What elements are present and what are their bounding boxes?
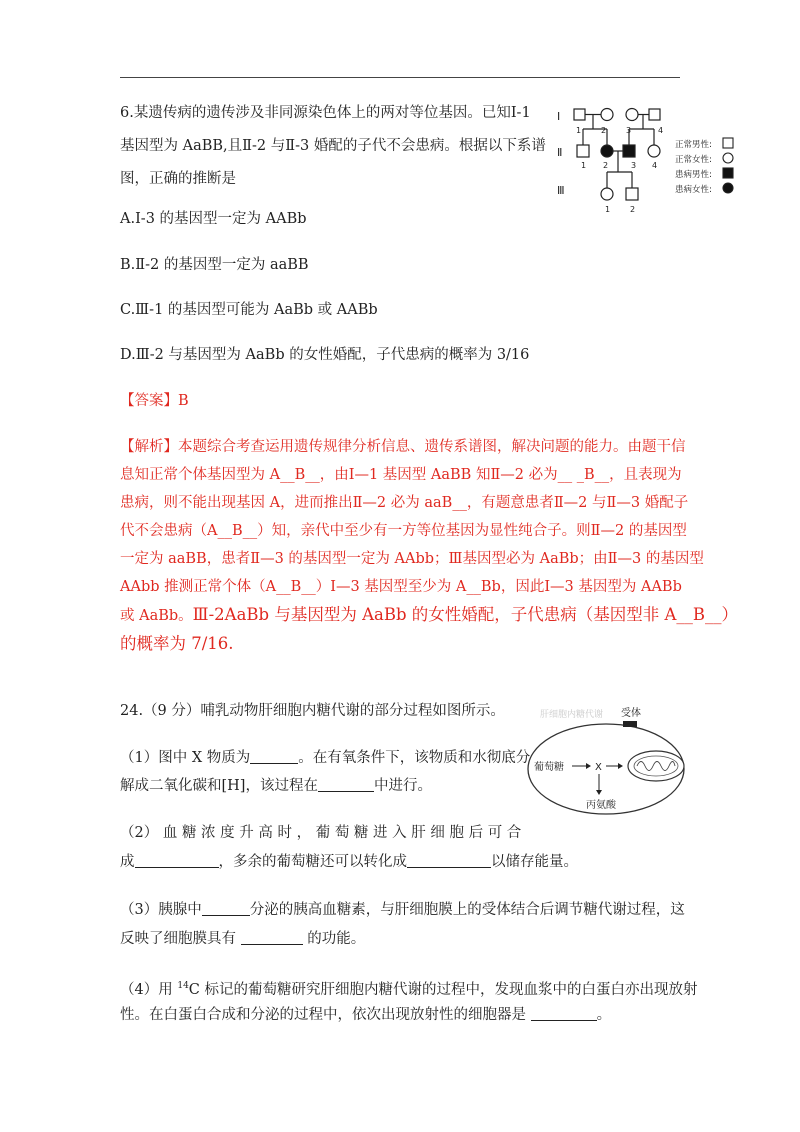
q24-p4c: 性。在白蛋白合成和分泌的过程中，依次出现放射性的细胞器是 [120,1007,531,1023]
q24-part2-line1: （2） 血 糖 浓 度 升 高 时 ， 葡 萄 糖 进 入 肝 细 胞 后 可 合 [120,825,522,841]
q24-p1c: 解成二氧化碳和[H]，该过程在 [120,778,318,794]
q24-part1-line2 [120,776,432,796]
isotope-superscript: 14 [177,981,189,991]
x-label: X [595,762,602,773]
metabolism-diagram [520,700,700,830]
pedigree-II4-normal-female [648,145,660,157]
pedigree-num: 3 [626,126,632,135]
q24-part2-line2 [120,852,578,872]
legend-square-open [723,138,733,148]
q24-part1-line1 [120,748,530,768]
q24-part4-line2 [120,1005,611,1025]
explanation-line-7b: Ⅲ-2AaBb 与基因型为 AaBb 的女性婚配，子代患病（基因型非 A__B__） [192,605,739,624]
q24-p1d: 中进行。 [373,778,432,794]
explanation-line-7 [120,605,738,626]
q6-stem-line-1: 6.某遗传病的遗传涉及非同源染色体上的两对等位基因。已知Ⅰ-1 [120,105,531,121]
pedigree-num: 4 [658,126,664,135]
pedigree-gen-III-label: Ⅲ [557,184,565,197]
receptor-mark [623,721,637,727]
pedigree-num: 2 [601,126,607,135]
q24-p3b: 分泌的胰高血糖素，与肝细胞膜上的受体结合后调节糖代谢过程，这 [249,902,685,918]
blank-membrane-function[interactable] [241,930,303,945]
pedigree-num: 1 [605,205,611,214]
blank-storage[interactable] [407,853,491,868]
blank-x-substance[interactable] [250,749,298,764]
legend-affected-female: 患病女性: [675,185,712,195]
legend-square-filled [723,168,733,178]
pedigree-III1-normal-female [601,188,613,200]
receptor-label: 受体 [621,708,641,719]
q24-p2c: ，多余的葡萄糖还可以转化成 [218,854,407,870]
pedigree-num: 4 [652,161,658,170]
blank-location[interactable] [318,777,374,792]
glucose-label: 葡萄糖 [534,762,564,773]
explanation-line-8: 的概率为 7/16. [120,634,234,653]
pedigree-gen-II-label: Ⅱ [557,146,563,159]
header-rule [120,77,680,78]
pedigree-I2-normal-female [601,109,613,121]
q6-option-a: A.Ⅰ-3 的基因型一定为 AABb [120,211,307,227]
q24-p1a: （1）图中 X 物质为 [120,750,251,766]
q6-answer: 【答案】B [120,393,189,409]
q24-p3a: （3）胰腺中 [120,902,202,918]
q6-stem-line-3: 图，正确的推断是 [120,171,236,187]
q24-title: 24.（9 分）哺乳动物肝细胞内糖代谢的部分过程如图所示。 [120,703,505,719]
faint-caption: 肝细胞内糖代谢 [540,710,604,720]
blank-organelles[interactable] [531,1006,597,1021]
legend-circle-filled [723,183,733,193]
pedigree-num: 1 [581,161,587,170]
legend-normal-male: 正常男性: [675,140,712,150]
blank-pancreas-cell[interactable] [202,901,250,916]
explanation-line-2: 息知正常个体基因型为 A__B__，由Ⅰ—1 基因型 AaBB 知Ⅱ—2 必为__ _B__，且表现为 [120,467,682,483]
legend-circle-open [723,153,733,163]
q24-p2b: 成 [120,854,135,870]
q24-p4b: C 标记的葡萄糖研究肝细胞内糖代谢的过程中，发现血浆中的白蛋白亦出现放射 [188,982,698,998]
legend-normal-female: 正常女性: [675,155,712,165]
q24-p4d: 。 [596,1007,612,1023]
explanation-line-1: 【解析】本题综合考查运用遗传规律分析信息、遗传系谱图，解决问题的能力。由题干信 [120,439,686,455]
legend-affected-male: 患病男性: [675,170,712,180]
q6-option-d: D.Ⅲ-2 与基因型为 AaBb 的女性婚配，子代患病的概率为 3/16 [120,347,530,363]
q6-option-c: C.Ⅲ-1 的基因型可能为 AaBb 或 AABb [120,302,378,318]
explanation-line-5: 一定为 aaBB，患者Ⅱ—3 的基因型一定为 AAbb；Ⅲ基因型必为 AaBb；由Ⅱ—3 的基因型 [120,551,704,567]
q24-p2d: 以储存能量。 [491,854,578,870]
q24-p4a: （4）用 [120,982,178,998]
pedigree-chart [555,102,745,222]
pedigree-num: 2 [630,205,636,214]
pedigree-II1-normal-male [577,145,589,157]
mitochondrion-icon [628,751,684,781]
explanation-line-7a: 或 AaBb。 [120,608,193,624]
q6-option-b: B.Ⅱ-2 的基因型一定为 aaBB [120,257,309,273]
q24-part4-line1 [120,976,698,1000]
q24-part3-line1 [120,900,685,920]
pedigree-gen-I-label: Ⅰ [557,110,561,123]
pedigree-II3-affected-male [623,145,635,157]
explanation-line-4: 代不会患病（A__B__）知，亲代中至少有一方等位基因为显性纯合子。则Ⅱ—2 的基因型 [120,523,687,539]
pedigree-num: 2 [603,161,609,170]
pedigree-num: 1 [576,126,582,135]
pedigree-III2-normal-male [626,188,638,200]
explanation-line-6: AAbb 推测正常个体（A__B__）Ⅰ—3 基因型至少为 A__Bb，因此Ⅰ—3 基因型为 AABb [120,579,682,595]
pyruvate-label: 丙氨酸 [586,800,616,811]
pedigree-I1-normal-male [574,109,585,120]
blank-synthesis[interactable] [135,853,219,868]
q24-p3d: 的功能。 [302,931,366,947]
q6-stem-line-2: 基因型为 AaBB,且Ⅱ-2 与Ⅱ-3 婚配的子代不会患病。根据以下系谱 [120,138,546,154]
q24-p3c: 反映了细胞膜具有 [120,931,241,947]
explanation-line-3: 患病，则不能出现基因 A，进而推出Ⅱ—2 必为 aaB__，有题意患者Ⅱ—2 与Ⅱ—3 婚配子 [120,495,689,511]
pedigree-I4-normal-male [649,109,660,120]
q24-p1b: 。在有氧条件下，该物质和水彻底分 [298,750,531,766]
pedigree-num: 3 [631,161,637,170]
pedigree-I3-normal-female [626,109,638,121]
q24-part3-line2 [120,929,365,949]
pedigree-II2-affected-female [601,145,613,157]
